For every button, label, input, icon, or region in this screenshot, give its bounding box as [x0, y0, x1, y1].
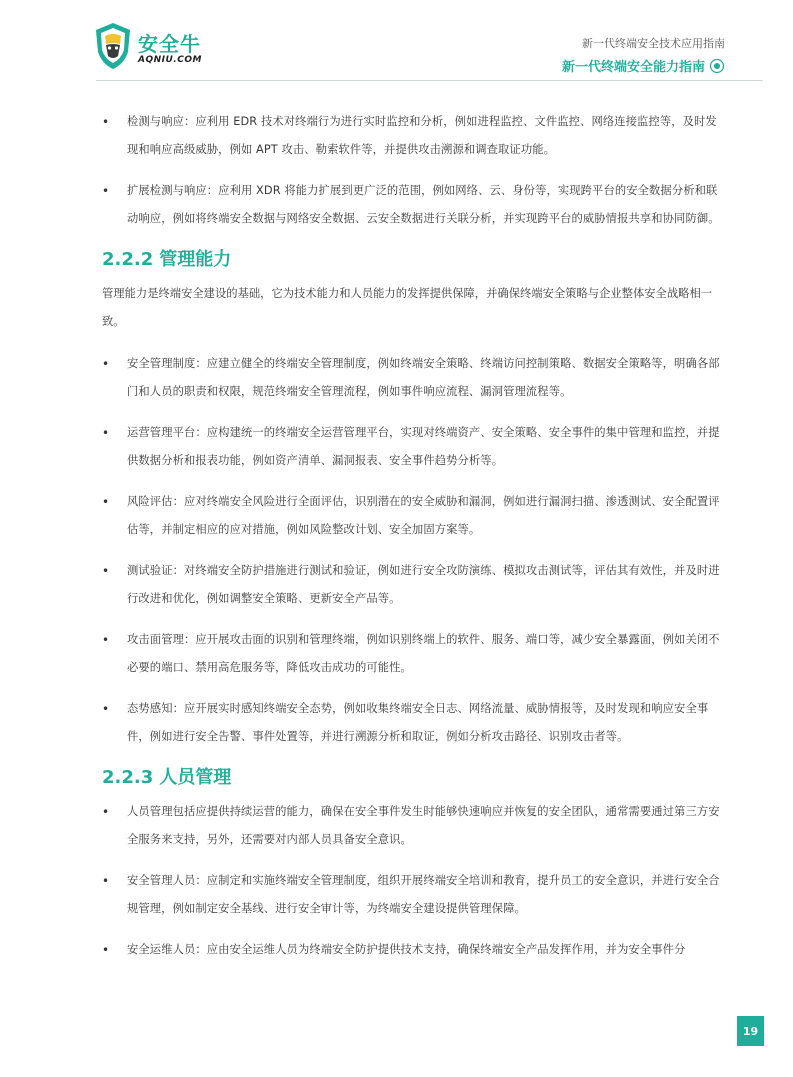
page-content: [102, 108, 722, 977]
list-item: [102, 798, 722, 854]
shield-logo-icon: [94, 22, 132, 70]
bullet-icon: •: [102, 943, 110, 957]
section-intro-text: 管理能力是终端安全建设的基础，它为技术能力和人员能力的发挥提供保障，并确保终端安全策略与企业整体安全战略相一致。: [102, 287, 713, 328]
list-item: [102, 695, 722, 751]
section-heading-2-2-2: [102, 246, 722, 274]
list-item-text: 攻击面管理：应开展攻击面的识别和管理终端，例如识别终端上的软件、服务、端口等，减少安全暴露面，例如关闭不必要的端口、禁用高危服务等，降低攻击成功的可能性。: [127, 633, 720, 674]
list-item-text: 态势感知：应开展实时感知终端安全态势，例如收集终端安全日志、网络流量、威胁情报等，及时发现和响应安全事件，例如进行安全告警、事件处置等，并进行溯源分析和取证，例如分析攻击路径、识别攻击者等。: [127, 702, 709, 743]
bullet-icon: •: [102, 805, 110, 819]
bullet-icon: •: [102, 184, 110, 198]
list-item: [102, 557, 722, 613]
list-item: [102, 350, 722, 406]
list-item-text: 安全运维人员：应由安全运维人员为终端安全防护提供技术支持，确保终端安全产品发挥作用，并为安全事件分: [127, 943, 686, 956]
page-header: [0, 0, 793, 95]
list-item: [102, 488, 722, 544]
brand-logo: [94, 22, 224, 74]
page-number: 19: [737, 1016, 764, 1046]
section-number: 2.2.2: [102, 249, 154, 270]
header-divider: [96, 80, 763, 81]
chapter-title: 新一代终端安全能力指南: [561, 60, 705, 75]
list-item-text: 安全管理人员：应制定和实施终端安全管理制度，组织开展终端安全培训和教育，提升员工的安全意识，并进行安全合规管理，例如制定安全基线、进行安全审计等，为终端安全建设提供管理保障。: [127, 874, 720, 915]
list-item-text: 扩展检测与响应：应利用 XDR 将能力扩展到更广泛的范围，例如网络、云、身份等，实现跨平台的安全数据分析和联动响应，例如将终端安全数据与网络安全数据、云安全数据进行关联分析，并实现跨平台的威胁情报共享和协同防御。: [127, 184, 720, 225]
list-item-text: 检测与响应：应利用 EDR 技术对终端行为进行实时监控和分析，例如进程监控、文件监控、网络连接监控等，及时发现和响应高级威胁，例如 APT 攻击、勒索软件等，并提供攻击溯源和调查取证功能。: [127, 115, 717, 156]
bullet-icon: •: [102, 702, 110, 716]
section-title: 人员管理: [159, 767, 232, 788]
bullet-icon: •: [102, 495, 110, 509]
list-item: [102, 108, 722, 164]
target-icon: [709, 58, 725, 74]
bullet-icon: •: [102, 633, 110, 647]
bullet-icon: •: [102, 115, 110, 129]
section-title: 管理能力: [159, 249, 232, 270]
list-item-text: 安全管理制度：应建立健全的终端安全管理制度，例如终端安全策略、终端访问控制策略、数据安全策略等，明确各部门和人员的职责和权限，规范终端安全管理流程，例如事件响应流程、漏洞管理流程等。: [127, 357, 720, 398]
header-titles: [562, 36, 725, 78]
section-intro: [102, 280, 722, 336]
list-item-text: 运营管理平台：应构建统一的终端安全运营管理平台，实现对终端资产、安全策略、安全事件的集中管理和监控，并提供数据分析和报表功能，例如资产清单、漏洞报表、安全事件趋势分析等。: [127, 426, 720, 467]
document-title: 新一代终端安全技术应用指南: [582, 37, 725, 50]
list-item: [102, 867, 722, 923]
section-number: 2.2.3: [102, 767, 154, 788]
bullet-icon: •: [102, 564, 110, 578]
list-item: [102, 626, 722, 682]
logo-domain: AQNIU.COM: [138, 55, 202, 65]
list-item-text: 人员管理包括应提供持续运营的能力，确保在安全事件发生时能够快速响应并恢复的安全团队，通常需要通过第三方安全服务来支持，另外，还需要对内部人员具备安全意识。: [127, 805, 720, 846]
list-item: [102, 419, 722, 475]
logo-name: 安全牛: [138, 32, 201, 56]
list-item: [102, 177, 722, 233]
section-heading-2-2-3: [102, 764, 722, 792]
bullet-icon: •: [102, 357, 110, 371]
list-item: [102, 936, 722, 964]
bullet-icon: •: [102, 874, 110, 888]
list-item-text: 风险评估：应对终端安全风险进行全面评估，识别潜在的安全威胁和漏洞，例如进行漏洞扫描、渗透测试、安全配置评估等，并制定相应的应对措施，例如风险整改计划、安全加固方案等。: [127, 495, 720, 536]
list-item-text: 测试验证：对终端安全防护措施进行测试和验证，例如进行安全攻防演练、模拟攻击测试等，评估其有效性，并及时进行改进和优化，例如调整安全策略、更新安全产品等。: [127, 564, 720, 605]
bullet-icon: •: [102, 426, 110, 440]
